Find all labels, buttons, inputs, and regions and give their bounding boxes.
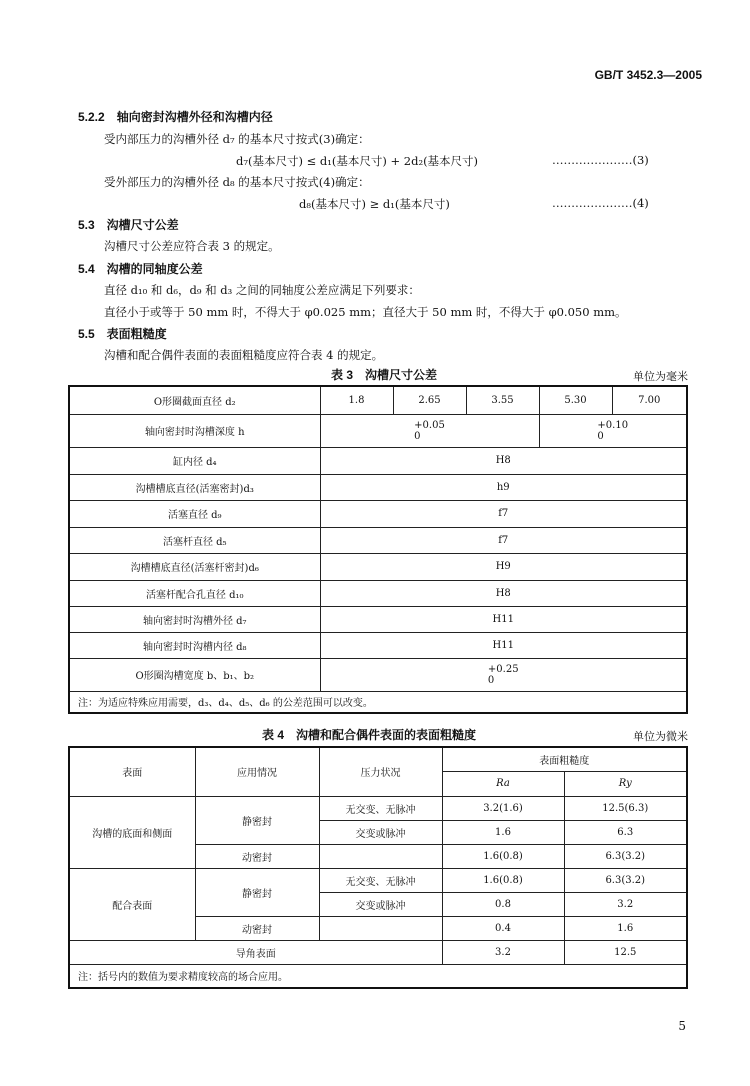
section-5-2-2-para-2: 受外部压力的沟槽外径 d₈ 的基本尺寸按式(4)确定： [104,175,370,189]
section-5-5-para: 沟槽和配合偶件表面的表面粗糙度应符合表 4 的规定。 [104,348,384,362]
table-cell [319,916,442,940]
tolerance [597,420,628,442]
table-cell: 12.5 [564,940,687,964]
table-cell [320,414,539,447]
table-row [69,580,687,606]
table-cell: 0.4 [442,916,564,940]
table-cell-surface: 配合表面 [69,868,195,940]
table-cell-label: 活塞直径 d₉ [69,500,320,527]
table-row [69,606,687,632]
table-3-unit: 单位为毫米 [633,370,688,383]
table-cell-label: 活塞杆直径 d₅ [69,527,320,553]
table-row [69,796,687,820]
section-5-3-para: 沟槽尺寸公差应符合表 3 的规定。 [104,239,280,253]
table-cell-surface: 沟槽的底面和侧面 [69,796,195,868]
table-cell-label: 沟槽槽底直径(活塞密封)d₃ [69,474,320,500]
page-number: 5 [678,1019,686,1033]
table-cell: 5.30 [539,386,612,414]
table-cell: 7.00 [612,386,687,414]
table-cell: 交变或脉冲 [319,892,442,916]
section-5-4-para-2: 直径小于或等于 50 mm 时，不得大于 φ0.025 mm；直径大于 50 mm 时，不得大于 φ0.050 mm。 [104,305,627,319]
table-row [69,691,687,713]
table-cell: H9 [320,553,687,580]
table-cell: 1.6 [564,916,687,940]
table-row [69,414,687,447]
table-cell: 3.55 [466,386,539,414]
table-cell: 0.8 [442,892,564,916]
table-cell-label: O形圈截面直径 d₂ [69,386,320,414]
table-3 [68,385,688,714]
table-cell: 3.2(1.6) [442,796,564,820]
table-cell: 3.2 [442,940,564,964]
table-cell [319,844,442,868]
header-ra: Ra [442,771,564,796]
tolerance-upper: +0.25 [487,663,519,675]
section-5-3-heading: 5.3 沟槽尺寸公差 [78,218,179,232]
section-5-4-heading: 5.4 沟槽的同轴度公差 [78,262,203,276]
table-row [69,747,687,771]
equation-4: d₈(基本尺寸) ≥ d₁(基本尺寸) [299,197,450,211]
table-cell: 无交变、无脉冲 [319,868,442,892]
table-cell-label: 轴向密封时沟槽内径 d₈ [69,632,320,658]
table-cell: H8 [320,580,687,606]
table-cell [539,414,687,447]
table-cell: H8 [320,447,687,474]
table-cell: 2.65 [393,386,466,414]
table-row [69,500,687,527]
table-row [69,447,687,474]
tolerance-upper: +0.05 [414,419,445,431]
table-cell-application: 静密封 [195,796,319,844]
tolerance-lower: 0 [487,674,495,686]
table-cell: f7 [320,500,687,527]
tolerance-upper: +0.10 [597,419,629,431]
table-cell: 1.6(0.8) [442,868,564,892]
equation-4-number: …………………(4) [552,196,649,210]
table-4 [68,746,688,989]
table-cell: f7 [320,527,687,553]
table-cell-label: 沟槽槽底直径(活塞杆密封)d₆ [69,553,320,580]
table-row [69,964,687,988]
table-cell-label: O形圈沟槽宽度 b、b₁、b₂ [69,658,320,691]
table-cell-label: 轴向密封时沟槽深度 h [69,414,320,447]
table-cell: 12.5(6.3) [564,796,687,820]
section-5-2-2-para-1: 受内部压力的沟槽外径 d₇ 的基本尺寸按式(3)确定： [104,132,370,146]
table-cell-label: 缸内径 d₄ [69,447,320,474]
equation-3: d₇(基本尺寸) ≤ d₁(基本尺寸) + 2d₂(基本尺寸) [236,154,479,168]
table-row [69,527,687,553]
table-cell-surface: 导角表面 [69,940,442,964]
table-cell: h9 [320,474,687,500]
table-row [69,474,687,500]
table-cell-label: 活塞杆配合孔直径 d₁₀ [69,580,320,606]
tolerance-lower: 0 [414,430,421,442]
table-row [69,658,687,691]
table-cell: H11 [320,632,687,658]
table-note: 注：为适应特殊应用需要，d₃、d₄、d₅、d₆ 的公差范围可以改变。 [69,691,687,713]
table-note: 注：括号内的数值为要求精度较高的场合应用。 [69,964,687,988]
equation-3-number: …………………(3) [552,153,649,167]
table-cell-application: 动密封 [195,916,319,940]
table-3-caption: 表 3 沟槽尺寸公差 [331,368,438,382]
table-row [69,940,687,964]
header-application: 应用情况 [195,747,319,796]
table-cell: 6.3(3.2) [564,844,687,868]
table-cell: 1.8 [320,386,393,414]
standard-number: GB/T 3452.3—2005 [594,68,702,82]
table-cell: 交变或脉冲 [319,820,442,844]
header-ry: Ry [564,771,687,796]
table-row [69,632,687,658]
table-cell-application: 静密封 [195,868,319,916]
table-cell: 无交变、无脉冲 [319,796,442,820]
table-cell: 1.6(0.8) [442,844,564,868]
header-surface: 表面 [69,747,195,796]
section-5-4-para-1: 直径 d₁₀ 和 d₆，d₉ 和 d₃ 之间的同轴度公差应满足下列要求： [104,283,420,297]
table-cell: 6.3(3.2) [564,868,687,892]
tolerance [414,420,445,442]
tolerance-lower: 0 [597,430,604,442]
table-cell: 3.2 [564,892,687,916]
section-5-5-heading: 5.5 表面粗糙度 [78,327,167,341]
header-roughness: 表面粗糙度 [442,747,687,771]
section-5-2-2-heading: 5.2.2 轴向密封沟槽外径和沟槽内径 [78,110,273,124]
table-row [69,553,687,580]
table-cell-label: 轴向密封时沟槽外径 d₇ [69,606,320,632]
table-cell: 1.6 [442,820,564,844]
table-cell: 6.3 [564,820,687,844]
table-cell: H11 [320,606,687,632]
header-pressure: 压力状况 [319,747,442,796]
table-4-caption: 表 4 沟槽和配合偶件表面的表面粗糙度 [262,728,477,742]
table-cell-application: 动密封 [195,844,319,868]
table-row [69,868,687,892]
table-row [69,386,687,414]
tolerance [488,664,519,686]
table-4-unit: 单位为微米 [633,730,688,743]
table-cell [320,658,687,691]
